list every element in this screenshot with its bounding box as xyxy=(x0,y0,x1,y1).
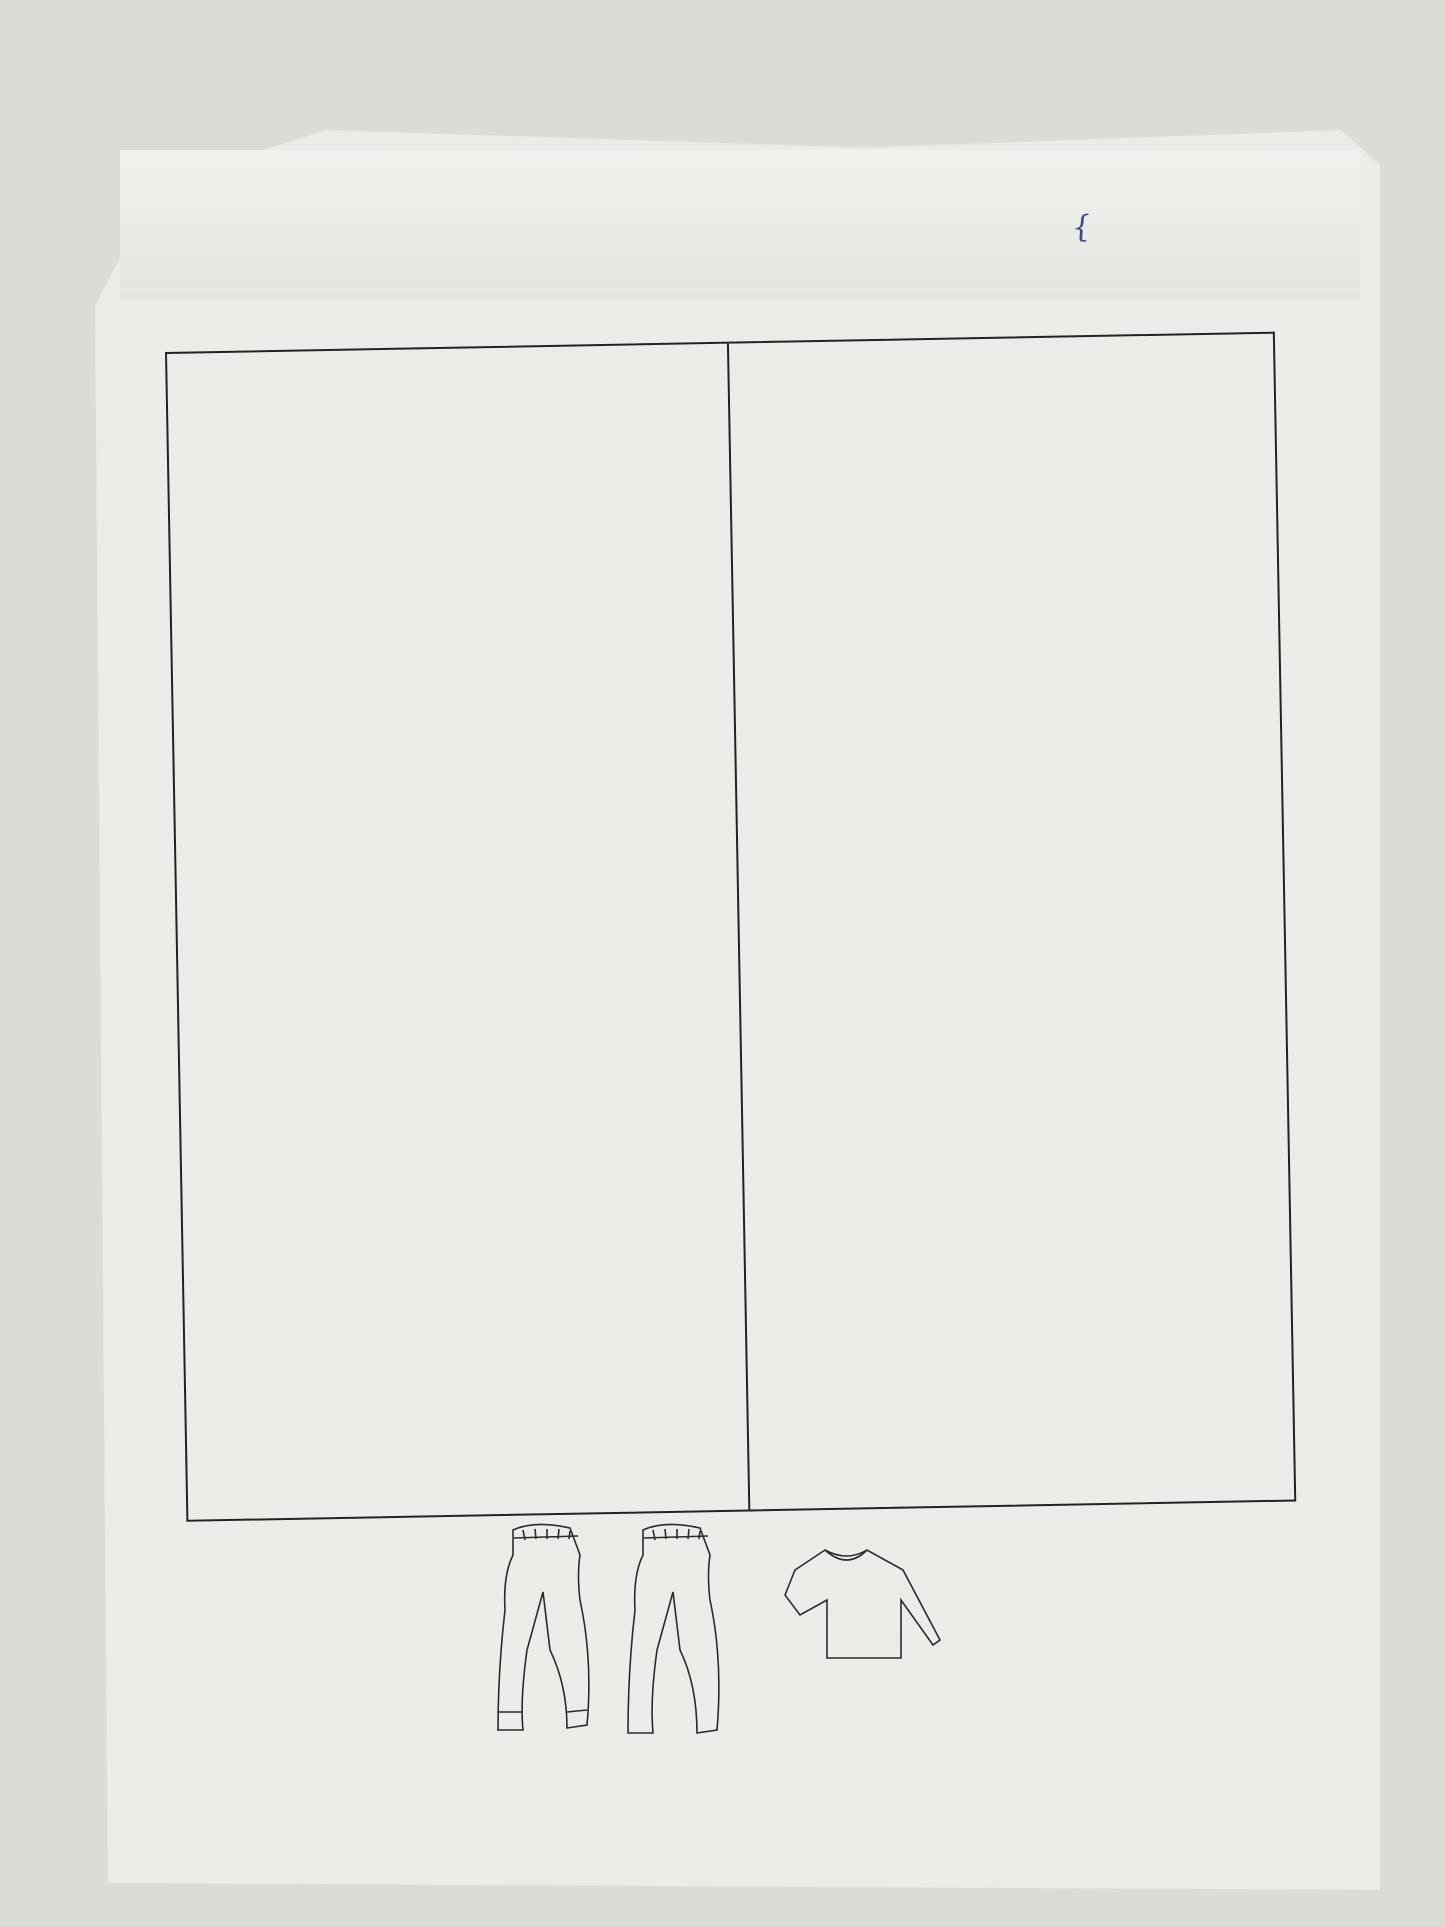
illustration-area xyxy=(175,1500,1295,1770)
pants-ab-drawing xyxy=(498,1524,940,1733)
pattern-back-sheet xyxy=(165,332,1296,1522)
envelope-flap xyxy=(120,150,1360,300)
french-column xyxy=(727,334,1295,1510)
english-column xyxy=(167,344,750,1520)
handwriting-brace: { xyxy=(1070,209,1093,246)
